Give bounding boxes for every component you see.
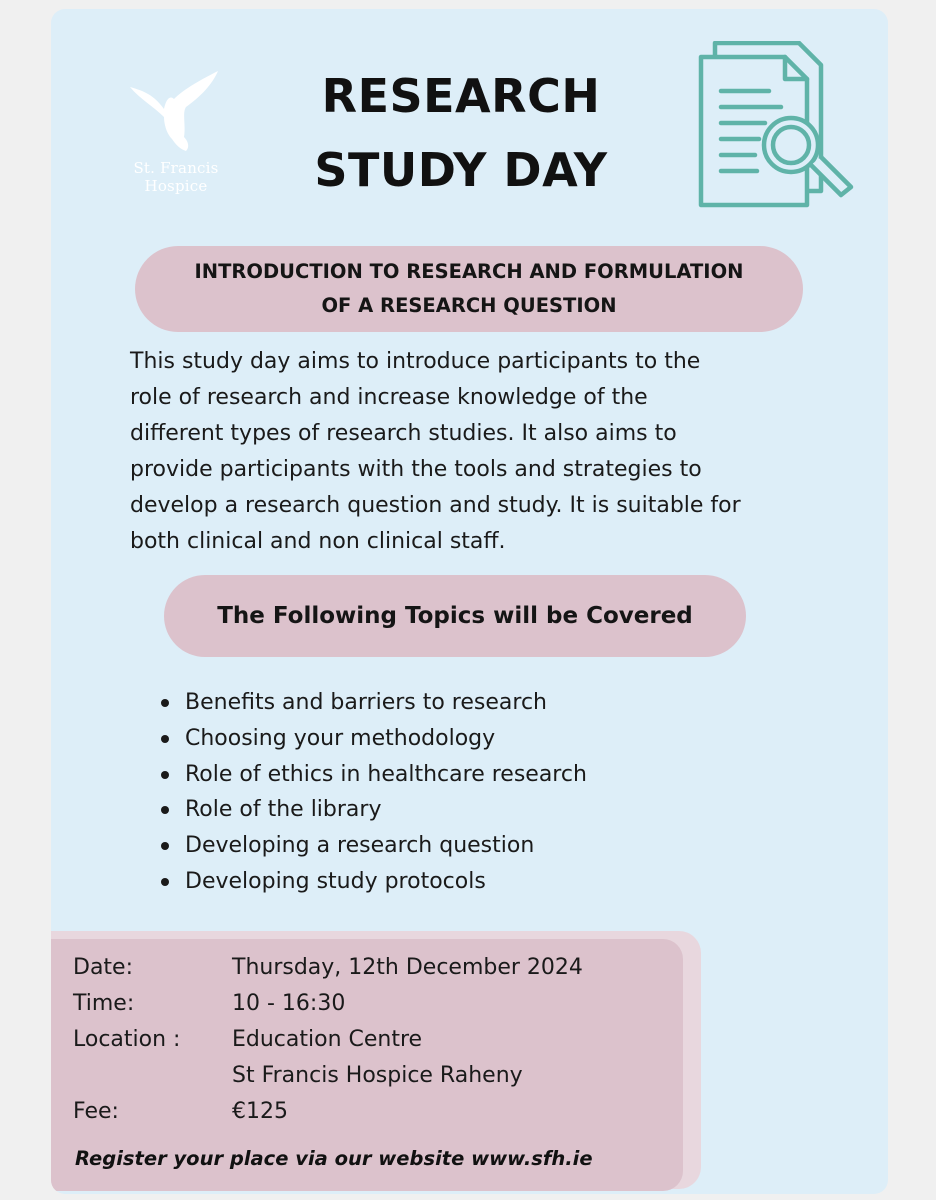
fee-label: Fee: [73,1099,119,1124]
topics-list [159,685,587,900]
intro-line: provide participants with the tools and strategies to [130,457,702,482]
time-value: 10 - 16:30 [232,991,346,1016]
fee-value: €125 [232,1099,288,1124]
bullet-icon [161,771,169,779]
date-label: Date: [73,955,133,980]
title-line-2: STUDY DAY [314,143,608,197]
topic-label: Choosing your methodology [185,725,496,751]
intro-line: different types of research studies. It also aims to [130,421,677,446]
location-label: Location : [73,1027,181,1052]
title-line-1: RESEARCH [321,69,601,123]
list-item [159,757,587,793]
topics-heading: The Following Topics will be Covered [164,575,746,657]
intro-line: both clinical and non clinical staff. [130,529,506,554]
topic-label: Benefits and barriers to research [185,690,547,715]
intro-line: role of research and increase knowledge of the [130,385,648,410]
document-search-icon [691,41,861,211]
poster [51,9,888,1194]
bullet-icon [161,806,169,814]
page-title [261,59,661,207]
intro-heading-line-2: OF A RESEARCH QUESTION [321,294,617,317]
topic-label: Developing a research question [185,833,535,859]
logo-text: St. Francis Hospice [133,159,219,195]
topic-label: Role of ethics in healthcare research [185,761,587,787]
bullet-icon [161,735,169,743]
location-value-line-1: Education Centre [232,1027,423,1052]
time-label: Time: [73,991,135,1016]
dove-icon [126,69,226,159]
list-item [159,685,587,721]
list-item [159,792,587,828]
date-value: Thursday, 12th December 2024 [232,955,583,980]
hospice-logo [106,69,246,195]
topic-label: Role of the library [185,797,382,823]
location-value-line-2: St Francis Hospice Raheny [232,1063,523,1088]
intro-heading [135,246,803,332]
intro-line: This study day aims to introduce participants to the [130,349,701,374]
list-item [159,828,587,864]
intro-line: develop a research question and study. It is suitable for [130,493,741,518]
list-item [159,864,587,900]
bullet-icon [161,878,169,886]
intro-heading-line-1: INTRODUCTION TO RESEARCH AND FORMULATION [194,260,744,283]
topic-label: Developing study protocols [185,868,486,894]
intro-paragraph [130,344,870,560]
bullet-icon [161,842,169,850]
bullet-icon [161,699,169,707]
list-item [159,721,587,757]
register-link[interactable]: Register your place via our website www.sfh.ie [75,1147,593,1170]
